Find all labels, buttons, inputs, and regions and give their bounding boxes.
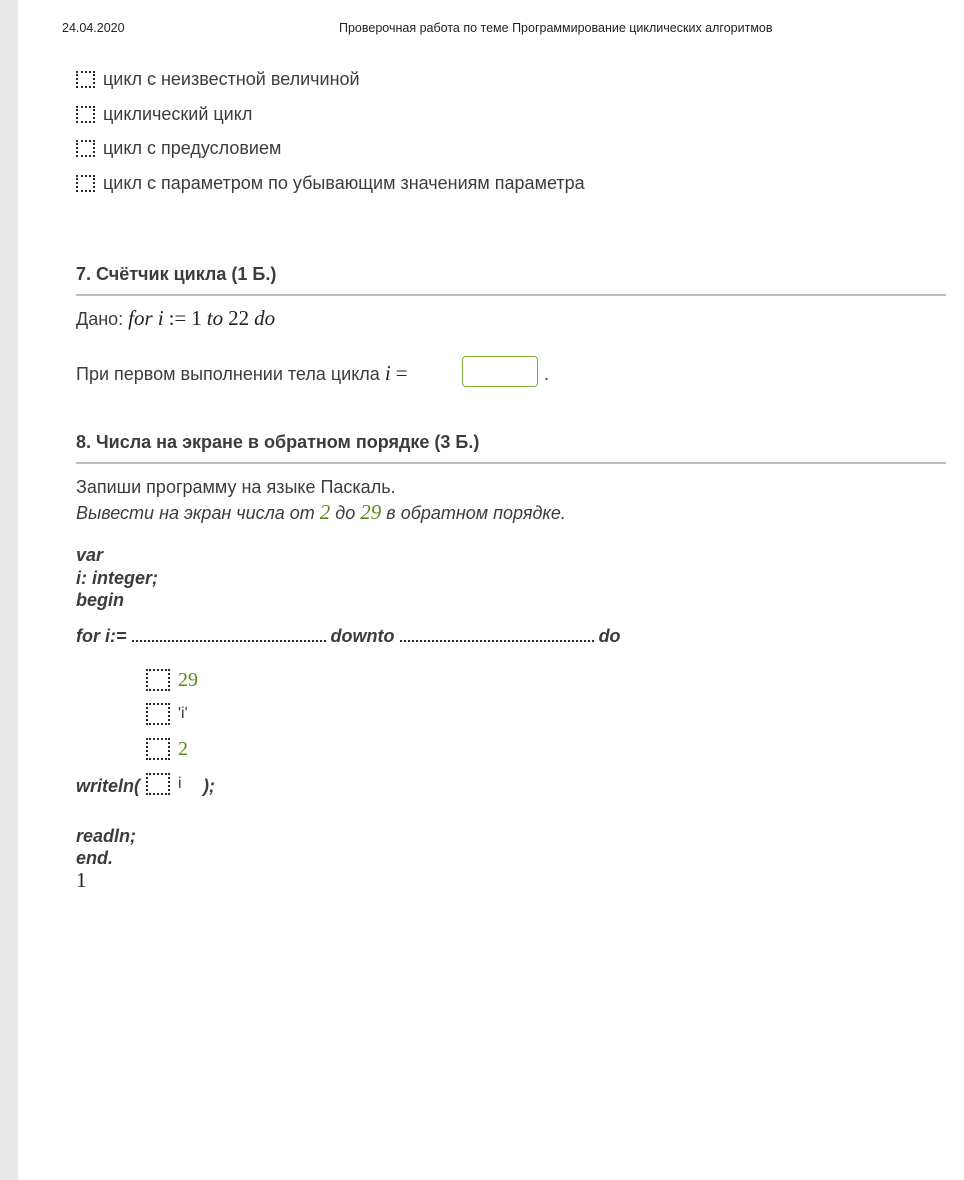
q6-option-label: цикл с предусловием [103, 137, 282, 158]
checkbox[interactable] [76, 140, 95, 157]
code-var: var [76, 545, 104, 565]
q6-option-label: цикл с неизвестной величиной [103, 68, 360, 89]
checkbox[interactable] [146, 773, 170, 795]
checkbox[interactable] [76, 106, 95, 123]
q8-instruction: Запиши программу на языке Паскаль. [76, 477, 396, 497]
q8-task-prefix: Вывести на экран числа от [76, 503, 315, 523]
writeln-option-label: i [178, 775, 182, 792]
checkbox[interactable] [76, 175, 95, 192]
q7-given-from: 1 [191, 306, 202, 330]
drag-option-label: 2 [178, 737, 188, 760]
header-title: Проверочная работа по теме Программирование циклических алгоритмов [339, 21, 773, 35]
code-writeln-suffix: ); [203, 776, 215, 796]
code-end: end. [76, 848, 114, 868]
checkbox[interactable] [146, 738, 170, 760]
code-readln: readln; [76, 826, 137, 846]
code-downto: downto [330, 626, 395, 646]
q6-option-label: цикл с параметром по убывающим значениям параметра [103, 172, 585, 193]
code-begin: begin [76, 590, 124, 610]
q7-prompt-var: i [384, 361, 391, 385]
q7-given-label: Дано: [76, 309, 124, 329]
q7-given-for: for [128, 306, 153, 330]
checkbox[interactable] [76, 71, 95, 88]
drag-option-2[interactable] [146, 737, 188, 761]
q7-divider [76, 294, 946, 296]
writeln-drop-option[interactable] [146, 772, 182, 796]
checkbox[interactable] [146, 703, 170, 725]
q7-prompt-eq: = [395, 361, 408, 385]
q7-given-to: to [206, 306, 224, 330]
q8-task [76, 500, 566, 525]
q8-task-mid: до [335, 503, 356, 523]
q7-given-var: i [157, 306, 164, 330]
q7-prompt-text: При первом выполнении тела цикла [76, 364, 380, 384]
code-for-line [76, 626, 621, 647]
q6-option-3[interactable] [76, 137, 281, 159]
code-for-prefix: for i:= [76, 626, 127, 646]
code-decl: i: integer; [76, 568, 159, 588]
drag-option-label: 'i' [178, 705, 188, 722]
code-writeln-prefix: writeln( [76, 776, 141, 796]
checkbox[interactable] [146, 669, 170, 691]
q6-option-1[interactable] [76, 68, 360, 90]
q8-title: 8. Числа на экране в обратном порядке (3 Б.) [76, 432, 480, 452]
q8-task-from: 2 [319, 500, 331, 524]
for-start-drop-zone[interactable] [132, 628, 326, 642]
q7-title: 7. Счётчик цикла (1 Б.) [76, 264, 277, 284]
q7-given [76, 306, 275, 331]
q8-task-suffix: в обратном порядке. [386, 503, 566, 523]
q7-given-do: do [254, 306, 276, 330]
q8-task-to: 29 [360, 500, 382, 524]
q6-option-2[interactable] [76, 103, 252, 125]
q6-option-4[interactable] [76, 172, 585, 194]
footer-number: 1 [76, 868, 87, 892]
header-date: 24.04.2020 [62, 21, 125, 35]
for-end-drop-zone[interactable] [400, 628, 594, 642]
q7-given-end: 22 [228, 306, 250, 330]
drag-option-29[interactable] [146, 668, 198, 692]
drag-option-i-string[interactable] [146, 702, 188, 726]
drag-option-label: 29 [178, 668, 198, 691]
q6-option-label: циклический цикл [103, 103, 253, 124]
q8-divider [76, 462, 946, 464]
q7-period: . [544, 364, 550, 384]
q7-given-assign: := [168, 306, 187, 330]
q7-answer-input[interactable] [462, 356, 538, 387]
code-do: do [598, 626, 621, 646]
q7-prompt [76, 361, 408, 386]
